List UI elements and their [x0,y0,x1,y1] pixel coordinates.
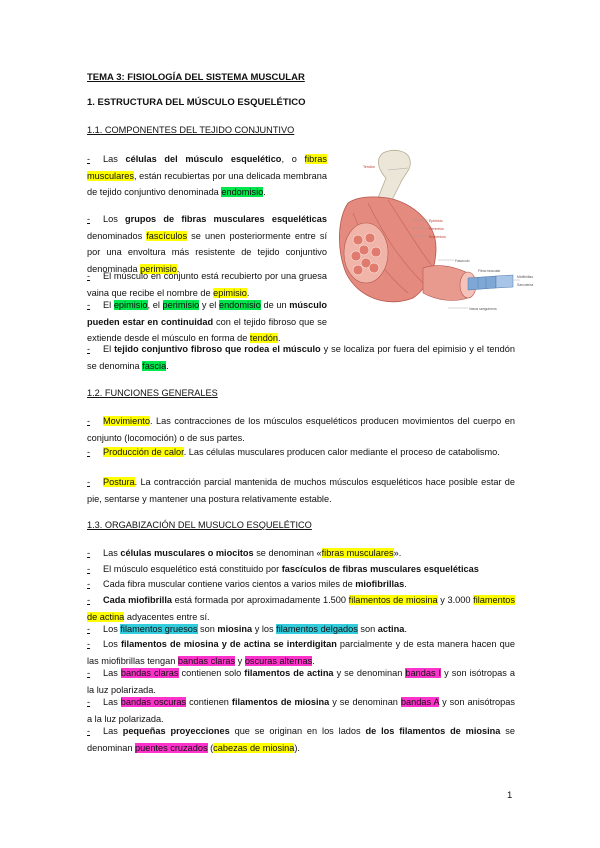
muscle-anatomy-figure [328,148,540,323]
list-item: - Las bandas oscuras contienen filamentos de miosina y se denominan bandas A y son anisótropas a la luz polarizada. [87,697,515,724]
list-item: - Cada miofibrilla está formada por aproximadamente 1.500 filamentos de miosina y 3.000 filamentos de actina adyacentes entre sí. [87,595,516,622]
list-item: - El músculo esquelético está constituido por fascículos de fibras musculares esqueléticas [87,564,479,574]
list-item: - Movimiento. Las contracciones de los músculos esqueléticos producen movimientos del cuerpo en conjunto (locomoción) o de sus partes. [87,416,515,443]
figure-label-fibra: Fibra muscular [478,269,501,273]
list-item: - Los filamentos de miosina y de actina se interdigitan parcialmente y de esta manera hacen que las miofibrillas tengan bandas claras y oscuras alternas. [87,639,515,666]
figure-label-miofibrillas: Miofibrillas [517,275,534,279]
list-item: - Cada fibra muscular contiene varios cientos a varios miles de miofibrillas. [87,579,407,589]
list-item: - Postura. La contracción parcial mantenida de muchos músculos esqueléticos hace posible estar de pie, sentarse y mantener una postura relativamente estable. [87,477,515,504]
figure-label-fasciculo: Fascículo [455,259,470,263]
list-item: - El epimisio, el perimisio y el endomisio de un músculo pueden estar en continuidad con el tejido fibroso que se extiende desde el músculo en forma de tendón. [87,300,327,343]
list-item: - Producción de calor. Las células musculares producen calor mediante el proceso de catabolismo. [87,447,500,457]
list-item: - El músculo en conjunto está recubierto por una gruesa vaina que recibe el nombre de epimisio. [87,271,327,298]
section-heading-1: 1. ESTRUCTURA DEL MÚSCULO ESQUELÉTICO [87,97,306,108]
muscle-illustration-svg [328,148,540,323]
figure-label-tendon: Tendón [363,165,375,169]
subsection-heading-1-3: 1.3. ORGABIZACIÓN DEL MUSUCLO ESQUELÉTICO [87,520,312,530]
subsection-heading-1-1: 1.1. COMPONENTES DEL TEJIDO CONJUNTIVO [87,125,295,135]
list-item: - Las pequeñas proyecciones que se originan en los lados de los filamentos de miosina se denominan puentes cruzados (cabezas de miosina). [87,726,515,753]
figure-label-epimisio: Epimisio [429,219,443,223]
figure-label-sarcolema: Sarcolema [517,283,534,287]
list-item: - Las bandas claras contienen solo filamentos de actina y se denominan bandas I y son isótropas a la luz polarizada. [87,668,515,695]
list-item: - Los filamentos gruesos son miosina y los filamentos delgados son actina. [87,624,407,634]
list-item: - Los grupos de fibras musculares esqueléticas denominados fascículos se unen posteriormente entre sí por una envoltura más resistente de tejido conjuntivo denominada perimisio. [87,214,327,274]
document-title: TEMA 3: FISIOLOGÍA DEL SISTEMA MUSCULAR [87,72,305,83]
list-item: - Las células del músculo esquelético, o fibras musculares, están recubiertas por una delicada membrana de tejido conjuntivo denominada endomisio. [87,154,327,197]
list-item: - El tejido conjuntivo fibroso que rodea el músculo y se localiza por fuera del epimisio y el tendón se denomina fascia. [87,344,515,371]
figure-label-vasos: Vasos sanguíneos [469,307,497,311]
figure-label-endomisio: Endomisio [429,235,446,239]
list-item: - Las células musculares o miocitos se denominan «fibras musculares». [87,548,402,558]
subsection-heading-1-2: 1.2. FUNCIONES GENERALES [87,388,218,398]
figure-label-perimisio: Perimisio [429,227,444,231]
page-number: 1 [507,790,513,801]
